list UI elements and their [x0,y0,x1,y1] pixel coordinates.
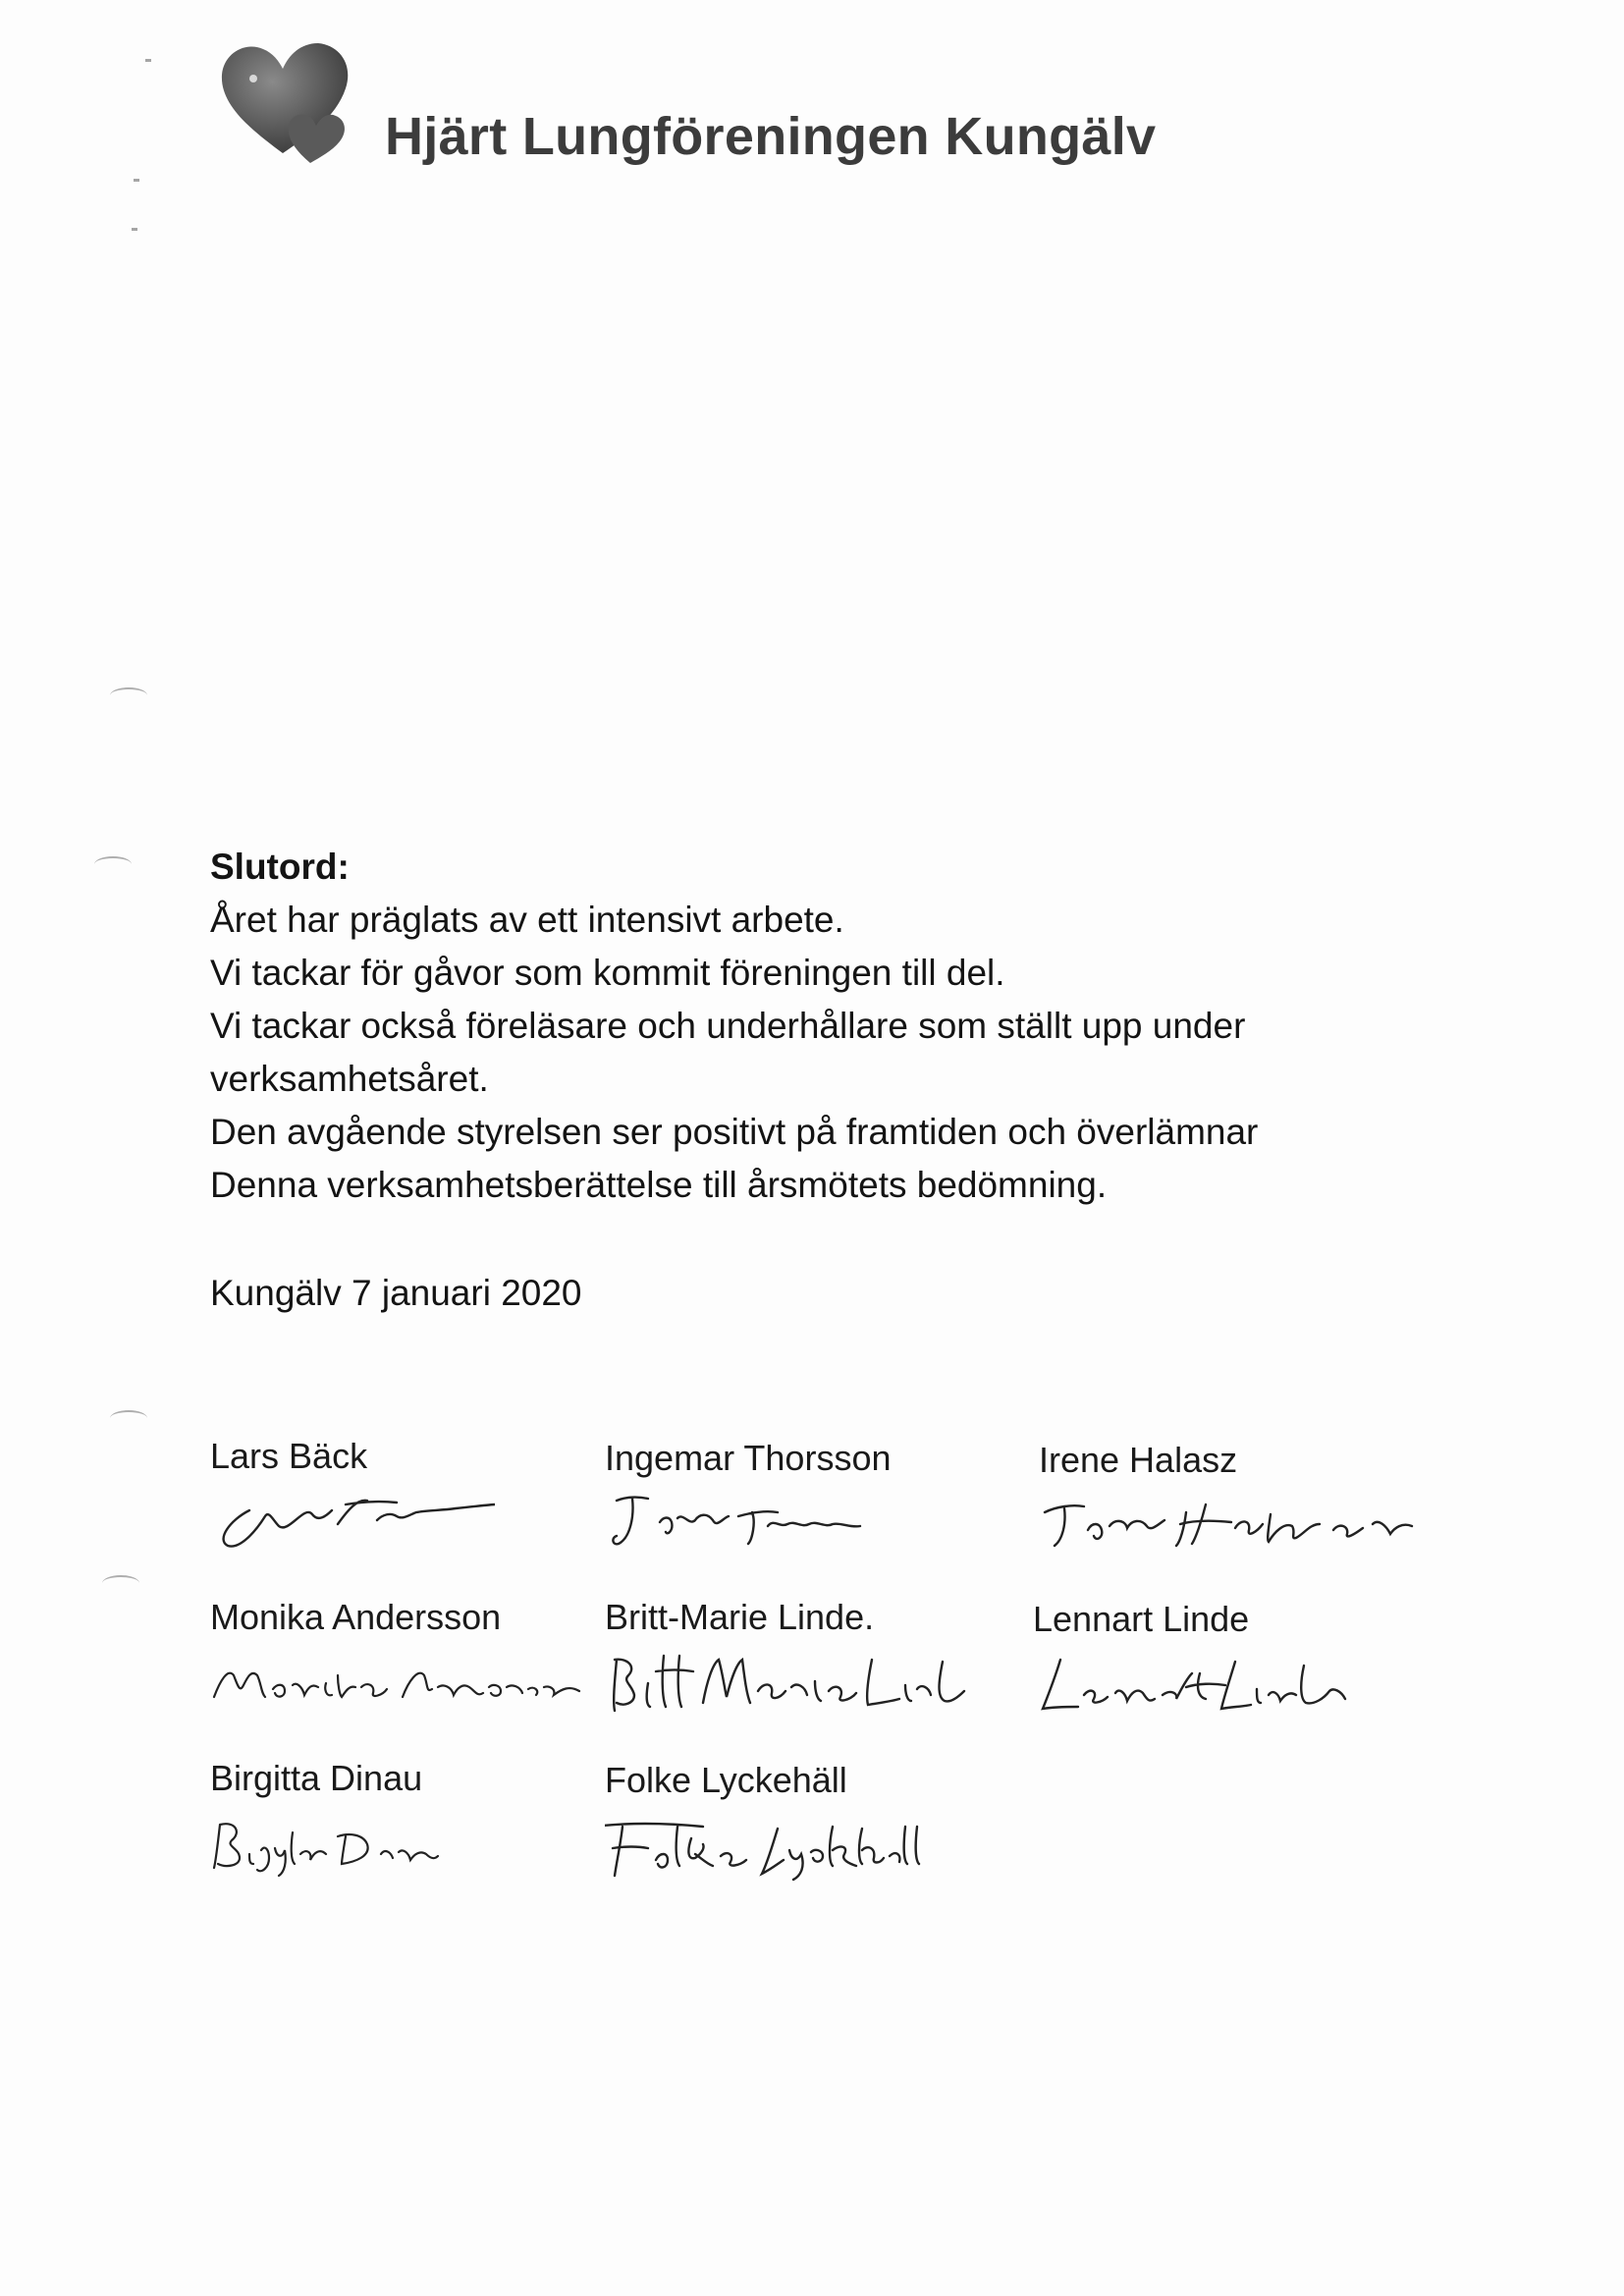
signature-block [210,1758,534,1882]
signatory-name: Folke Lyckehäll [605,1760,847,1800]
signature-block [1033,1599,1357,1732]
closing-line: Vi tackar för gåvor som kommit föreningen till del. [210,953,1005,993]
signature-block [210,1436,495,1559]
signatory-name: Britt-Marie Linde. [605,1597,875,1637]
scan-mark [134,179,139,182]
handwritten-signature [210,1803,534,1882]
scan-mark [110,687,147,703]
signature-block [605,1438,899,1561]
signatory-name: Lars Bäck [210,1436,368,1476]
closing-line: Den avgående styrelsen ser positivt på framtiden och överlämnar [210,1112,1259,1152]
signature-block [210,1597,593,1721]
signatory-name: Ingemar Thorsson [605,1438,892,1478]
closing-heading: Slutord: [210,847,350,887]
signature-block [605,1760,1027,1893]
handwritten-signature [210,1642,593,1721]
closing-section [210,841,1487,1212]
handwritten-signature [605,1805,1027,1893]
scan-mark [145,59,151,62]
scan-mark [132,228,137,231]
scan-mark [110,1410,147,1426]
signature-block [1039,1440,1451,1563]
handwritten-signature [1039,1485,1451,1563]
closing-line: Året har präglats av ett intensivt arbete. [210,900,844,940]
closing-line: verksamhetsåret. [210,1059,489,1099]
organization-title: Hjärt Lungföreningen Kungälv [385,107,1157,166]
signatory-name: Irene Halasz [1039,1440,1238,1480]
date-place-line: Kungälv 7 januari 2020 [210,1273,582,1313]
heart-logo-icon [210,35,367,173]
closing-line: Vi tackar också föreläsare och underhållare som ställt upp under [210,1006,1246,1046]
scan-mark [94,856,132,872]
signature-block [605,1597,978,1730]
handwritten-signature [1033,1644,1357,1732]
signatory-name: Birgitta Dinau [210,1758,423,1798]
handwritten-signature [605,1483,899,1561]
signatory-name: Monika Andersson [210,1597,502,1637]
closing-line: Denna verksamhetsberättelse till årsmötets bedömning. [210,1165,1108,1205]
scan-mark [102,1575,139,1591]
handwritten-signature [605,1642,978,1730]
signatory-name: Lennart Linde [1033,1599,1250,1639]
handwritten-signature [210,1481,495,1559]
